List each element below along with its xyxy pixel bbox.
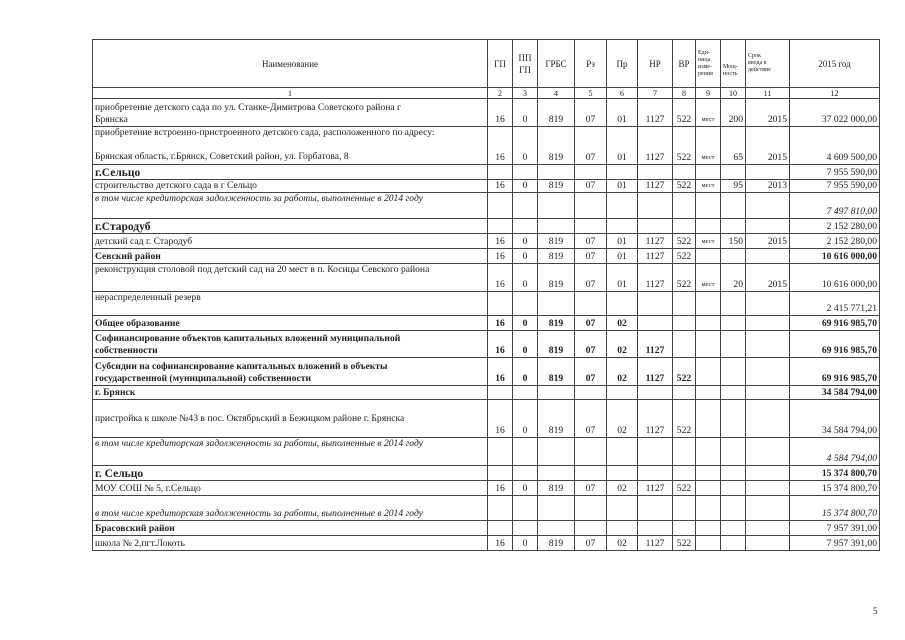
table-row (93, 521, 880, 536)
cell-ppgp: 0 (513, 234, 538, 249)
cell-capacity: 65 (721, 127, 746, 165)
cell-rz: 07 (575, 234, 607, 249)
cell-ppgp: 0 (513, 331, 538, 358)
table-row (93, 234, 880, 249)
row-name: приобретение встроенно-пристроенного детского сада, расположенного по адресу: Брянская область, г.Брянск, Советский район, ул. Горбатова, 8 (93, 127, 488, 165)
row-name: г.Сельцо (93, 165, 488, 180)
header-name: Наименование (93, 40, 488, 88)
cell-term: 2015 (746, 264, 790, 292)
table-row (93, 496, 880, 521)
cell-term: 2015 (746, 234, 790, 249)
row-name: в том числе кредиторская задолженность за работы, выполненные в 2014 году (93, 193, 488, 219)
cell-amount: 10 616 000,00 (790, 264, 880, 292)
cell-gp: 16 (488, 358, 513, 386)
table-row (93, 400, 880, 438)
cell-rz: 07 (575, 481, 607, 496)
cell-nr: 1127 (638, 536, 673, 551)
cell-vr: 522 (673, 481, 696, 496)
table-row (93, 249, 880, 264)
cell-pr: 02 (607, 400, 638, 438)
cell-gp: 16 (488, 99, 513, 127)
cell-grbs: 819 (538, 234, 575, 249)
table-row (93, 99, 880, 127)
col-number: 10 (721, 88, 746, 99)
table-row (93, 536, 880, 551)
cell-gp: 16 (488, 481, 513, 496)
cell-term: 2015 (746, 127, 790, 165)
cell-vr: 522 (673, 127, 696, 165)
cell-vr: 522 (673, 358, 696, 386)
cell-rz: 07 (575, 249, 607, 264)
cell-pr: 01 (607, 180, 638, 193)
row-name: нераспределенный резерв (93, 292, 488, 316)
cell-gp: 16 (488, 400, 513, 438)
cell-rz: 07 (575, 127, 607, 165)
cell-gp: 16 (488, 249, 513, 264)
cell-gp: 16 (488, 127, 513, 165)
row-name: пристройка к школе №43 в пос. Октябрьский в Бежицком районе г. Брянска (93, 400, 488, 438)
cell-rz: 07 (575, 331, 607, 358)
cell-rz: 07 (575, 264, 607, 292)
cell-amount: 69 916 985,70 (790, 316, 880, 331)
cell-amount: 10 616 000,00 (790, 249, 880, 264)
cell-nr: 1127 (638, 99, 673, 127)
cell-nr: 1127 (638, 264, 673, 292)
col-number: 4 (538, 88, 575, 99)
cell-unit: мест (696, 234, 721, 249)
cell-pr: 02 (607, 536, 638, 551)
cell-vr: 522 (673, 536, 696, 551)
row-name: строительство детского сада в г Сельцо (93, 180, 488, 193)
budget-table (92, 39, 880, 551)
cell-grbs: 819 (538, 264, 575, 292)
cell-gp: 16 (488, 331, 513, 358)
cell-grbs: 819 (538, 316, 575, 331)
cell-ppgp: 0 (513, 316, 538, 331)
col-number: 11 (746, 88, 790, 99)
cell-nr: 1127 (638, 127, 673, 165)
cell-grbs: 819 (538, 400, 575, 438)
cell-vr: 522 (673, 264, 696, 292)
cell-amount: 15 374 800,70 (790, 481, 880, 496)
table-row (93, 316, 880, 331)
row-name: в том числе кредиторская задолженность за работы, выполненные в 2014 году (93, 496, 488, 521)
cell-capacity: 150 (721, 234, 746, 249)
cell-grbs: 819 (538, 536, 575, 551)
row-name: г. Сельцо (93, 466, 488, 481)
row-name: школа № 2,пгт.Локоть (93, 536, 488, 551)
table-row (93, 180, 880, 193)
cell-amount: 7 955 590,00 (790, 165, 880, 180)
cell-amount: 4 609 500,00 (790, 127, 880, 165)
cell-amount: 34 584 794,00 (790, 400, 880, 438)
cell-amount: 15 374 800,70 (790, 496, 880, 521)
cell-vr: 522 (673, 249, 696, 264)
cell-grbs: 819 (538, 481, 575, 496)
header-unit: Еди- ница изме- рения (696, 40, 721, 88)
cell-amount: 2 415 771,21 (790, 292, 880, 316)
cell-vr: 522 (673, 400, 696, 438)
cell-pr: 01 (607, 127, 638, 165)
cell-vr: 522 (673, 180, 696, 193)
cell-amount: 2 152 280,00 (790, 219, 880, 234)
cell-ppgp: 0 (513, 536, 538, 551)
cell-amount: 2 152 280,00 (790, 234, 880, 249)
cell-gp: 16 (488, 234, 513, 249)
header-ppgp: ПП ГП (513, 40, 538, 88)
table-row (93, 331, 880, 358)
cell-nr: 1127 (638, 234, 673, 249)
col-number: 8 (673, 88, 696, 99)
table-row (93, 193, 880, 219)
cell-ppgp: 0 (513, 481, 538, 496)
row-name: г. Брянск (93, 386, 488, 400)
row-name: детский сад г. Стародуб (93, 234, 488, 249)
table-row (93, 358, 880, 386)
cell-capacity: 20 (721, 264, 746, 292)
cell-grbs: 819 (538, 331, 575, 358)
table-row (93, 127, 880, 165)
cell-pr: 01 (607, 99, 638, 127)
cell-rz: 07 (575, 400, 607, 438)
cell-unit: мест (696, 127, 721, 165)
row-name: г.Стародуб (93, 219, 488, 234)
header-gp: ГП (488, 40, 513, 88)
table-row (93, 264, 880, 292)
cell-grbs: 819 (538, 180, 575, 193)
cell-vr: 522 (673, 234, 696, 249)
cell-nr: 1127 (638, 400, 673, 438)
cell-pr: 02 (607, 316, 638, 331)
cell-unit: мест (696, 264, 721, 292)
row-name: Севский район (93, 249, 488, 264)
cell-nr: 1127 (638, 180, 673, 193)
cell-nr: 1127 (638, 249, 673, 264)
cell-capacity: 95 (721, 180, 746, 193)
cell-ppgp: 0 (513, 180, 538, 193)
row-name: в том числе кредиторская задолженность за работы, выполненные в 2014 году (93, 438, 488, 466)
cell-grbs: 819 (538, 249, 575, 264)
cell-nr: 1127 (638, 331, 673, 358)
cell-term: 2013 (746, 180, 790, 193)
row-name: приобретение детского сада по ул. Станке-Димитрова Советского района г Брянска (93, 99, 488, 127)
header-row (93, 40, 880, 88)
table-row (93, 481, 880, 496)
cell-amount: 69 916 985,70 (790, 331, 880, 358)
cell-nr: 1127 (638, 481, 673, 496)
cell-amount: 69 916 985,70 (790, 358, 880, 386)
cell-pr: 01 (607, 234, 638, 249)
col-number: 2 (488, 88, 513, 99)
header-rz: Рз (575, 40, 607, 88)
cell-amount: 15 374 800,70 (790, 466, 880, 481)
cell-pr: 02 (607, 481, 638, 496)
cell-amount: 37 022 000,00 (790, 99, 880, 127)
cell-gp: 16 (488, 536, 513, 551)
cell-ppgp: 0 (513, 249, 538, 264)
row-name: Брасовский район (93, 521, 488, 536)
cell-ppgp: 0 (513, 358, 538, 386)
column-numbers-row (93, 88, 880, 99)
cell-unit: мест (696, 99, 721, 127)
cell-pr: 01 (607, 249, 638, 264)
header-vr: ВР (673, 40, 696, 88)
table-row (93, 386, 880, 400)
header-pr: Пр (607, 40, 638, 88)
col-number: 3 (513, 88, 538, 99)
table-row (93, 438, 880, 466)
cell-ppgp: 0 (513, 127, 538, 165)
header-term: Срок ввода в действие (746, 40, 790, 88)
cell-pr: 02 (607, 358, 638, 386)
table-row (93, 165, 880, 180)
cell-nr: 1127 (638, 358, 673, 386)
cell-rz: 07 (575, 180, 607, 193)
cell-amount: 7 957 391,00 (790, 521, 880, 536)
header-nr: НР (638, 40, 673, 88)
col-number: 12 (790, 88, 880, 99)
cell-unit: мест (696, 180, 721, 193)
cell-gp: 16 (488, 180, 513, 193)
cell-amount: 4 584 794,00 (790, 438, 880, 466)
row-name: Общее образование (93, 316, 488, 331)
row-name: Субсидии на софинансирование капитальных вложений в объекты государственной (муниципальной) собственности (93, 358, 488, 386)
cell-rz: 07 (575, 358, 607, 386)
cell-capacity: 200 (721, 99, 746, 127)
cell-grbs: 819 (538, 358, 575, 386)
cell-amount: 34 584 794,00 (790, 386, 880, 400)
cell-term: 2015 (746, 99, 790, 127)
col-number: 9 (696, 88, 721, 99)
cell-rz: 07 (575, 316, 607, 331)
cell-pr: 02 (607, 331, 638, 358)
header-grbs: ГРБС (538, 40, 575, 88)
col-number: 5 (575, 88, 607, 99)
cell-grbs: 819 (538, 99, 575, 127)
table-row (93, 292, 880, 316)
cell-amount: 7 497 810,00 (790, 193, 880, 219)
cell-ppgp: 0 (513, 99, 538, 127)
row-name: Софинансирование объектов капитальных вложений муниципальной собственности (93, 331, 488, 358)
cell-gp: 16 (488, 316, 513, 331)
cell-grbs: 819 (538, 127, 575, 165)
cell-ppgp: 0 (513, 400, 538, 438)
page-number: 5 (873, 606, 878, 616)
table-row (93, 466, 880, 481)
cell-amount: 7 957 391,00 (790, 536, 880, 551)
table-row (93, 219, 880, 234)
row-name: реконструкция столовой под детский сад на 20 мест в п. Косицы Севского района (93, 264, 488, 292)
cell-gp: 16 (488, 264, 513, 292)
col-number: 1 (93, 88, 488, 99)
header-year: 2015 год (790, 40, 880, 88)
cell-rz: 07 (575, 536, 607, 551)
cell-vr: 522 (673, 99, 696, 127)
row-name: МОУ СОШ № 5, г.Сельцо (93, 481, 488, 496)
cell-rz: 07 (575, 99, 607, 127)
cell-ppgp: 0 (513, 264, 538, 292)
cell-amount: 7 955 590,00 (790, 180, 880, 193)
cell-pr: 01 (607, 264, 638, 292)
col-number: 7 (638, 88, 673, 99)
header-capacity: Мощ- ность (721, 40, 746, 88)
col-number: 6 (607, 88, 638, 99)
